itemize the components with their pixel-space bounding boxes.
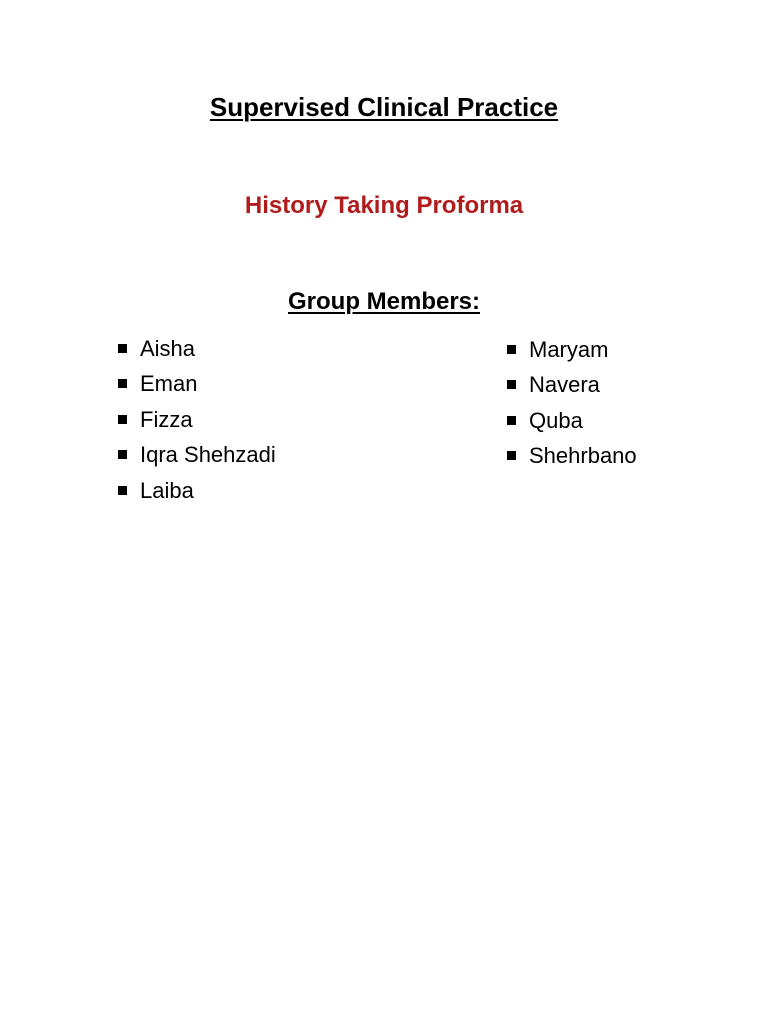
list-item xyxy=(507,370,637,405)
list-item xyxy=(118,334,276,369)
list-item xyxy=(507,335,637,370)
member-name: Fizza xyxy=(140,406,193,432)
list-item xyxy=(507,441,637,476)
square-bullet-icon xyxy=(507,451,516,460)
square-bullet-icon xyxy=(507,345,516,354)
square-bullet-icon xyxy=(507,416,516,425)
member-name: Eman xyxy=(140,371,198,397)
square-bullet-icon xyxy=(118,486,127,495)
group-members-heading: Group Members: xyxy=(287,288,481,315)
document-title: Supervised Clinical Practice xyxy=(209,92,559,122)
member-name: Laiba xyxy=(140,477,194,503)
square-bullet-icon xyxy=(118,379,127,388)
member-name: Iqra Shehzadi xyxy=(140,442,276,468)
member-name: Shehrbano xyxy=(529,443,637,469)
list-item xyxy=(118,440,276,475)
square-bullet-icon xyxy=(118,415,127,424)
square-bullet-icon xyxy=(118,450,127,459)
list-item xyxy=(118,476,276,511)
document-subtitle: History Taking Proforma xyxy=(244,192,524,219)
member-list-left xyxy=(118,334,276,511)
list-item xyxy=(118,405,276,440)
square-bullet-icon xyxy=(118,344,127,353)
list-item xyxy=(507,406,637,441)
member-name: Maryam xyxy=(529,337,609,362)
list-item xyxy=(118,369,276,404)
square-bullet-icon xyxy=(507,380,516,389)
member-name: Aisha xyxy=(140,336,196,361)
member-list-right xyxy=(507,335,637,477)
member-name: Navera xyxy=(529,372,600,398)
member-name: Quba xyxy=(529,407,583,433)
